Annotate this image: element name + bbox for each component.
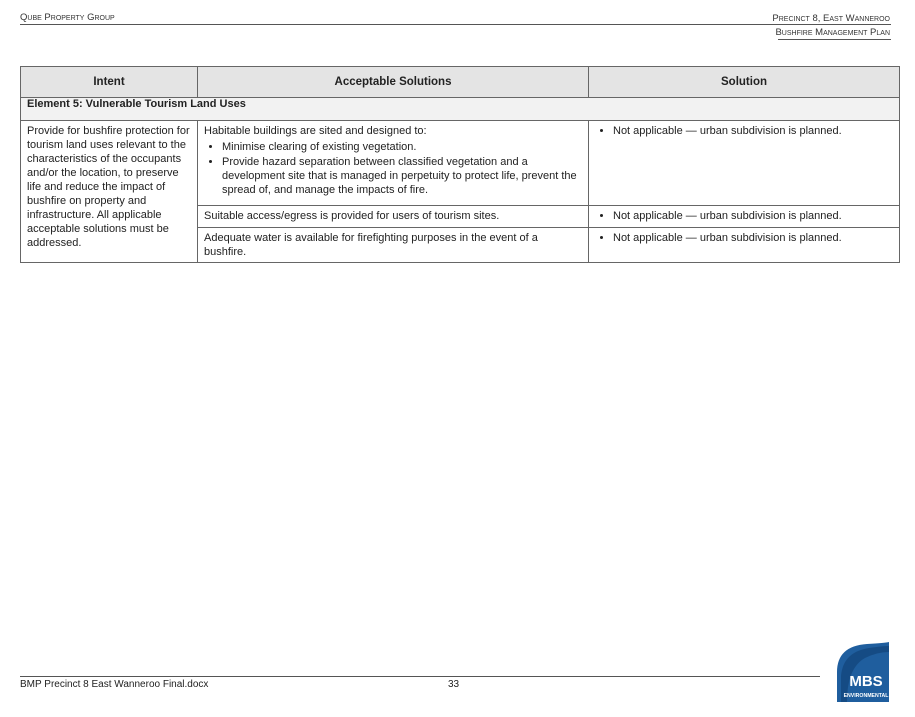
acceptable-solution-cell: Suitable access/egress is provided for users of tourism sites. [198, 206, 589, 228]
footer-divider [20, 676, 820, 677]
acceptable-solution-bullets [204, 140, 582, 197]
list-item: • Minimise clearing of existing vegetation. [222, 140, 582, 154]
acceptable-solution-cell [198, 121, 589, 206]
acceptable-solution-cell: Adequate water is available for firefighting purposes in the event of a bushfire. [198, 228, 589, 263]
table-row [21, 121, 900, 206]
list-item: • Provide hazard separation between classified vegetation and a development site that is managed in perpetuity to protect life, prevent the spread of, and manage the impacts of fire. [222, 155, 582, 197]
solution-text: • Not applicable — urban subdivision is planned. [613, 209, 893, 223]
column-header-intent: Intent [21, 67, 198, 98]
solution-text: • Not applicable — urban subdivision is planned. [613, 231, 893, 245]
solution-cell [589, 228, 900, 263]
solution-cell [589, 206, 900, 228]
section-row [21, 98, 900, 121]
footer-filename: BMP Precinct 8 East Wanneroo Final.docx [20, 679, 209, 690]
header-document-title [772, 12, 890, 40]
header-plan: Bushfire Management Plan [775, 27, 890, 38]
section-title: Element 5: Vulnerable Tourism Land Uses [21, 98, 900, 121]
column-header-solution: Solution [589, 67, 900, 98]
header-subdivider [778, 39, 891, 40]
acceptable-solution-intro: Habitable buildings are sited and designed to: [204, 125, 427, 137]
intent-cell: Provide for bushfire protection for tourism land uses relevant to the characteristics of the occupants and/or the location, to preserve life and reduce the impact of bushfire on property and infrastructure. All applicable acceptable solutions must be addressed. [21, 121, 198, 263]
column-header-acceptable-solutions: Acceptable Solutions [198, 67, 589, 98]
header-divider [20, 24, 891, 25]
logo-subtext: ENVIRONMENTAL [843, 693, 889, 699]
solution-cell [589, 121, 900, 206]
mbs-environmental-logo [833, 642, 889, 702]
page-number: 33 [448, 679, 460, 690]
solution-text: • Not applicable — urban subdivision is planned. [613, 124, 893, 138]
table-header-row [21, 67, 900, 98]
compliance-table [20, 66, 900, 263]
header-project: Precinct 8, East Wanneroo [772, 13, 890, 24]
logo-text: MBS [849, 673, 883, 690]
header-company: Qube Property Group [20, 12, 115, 23]
